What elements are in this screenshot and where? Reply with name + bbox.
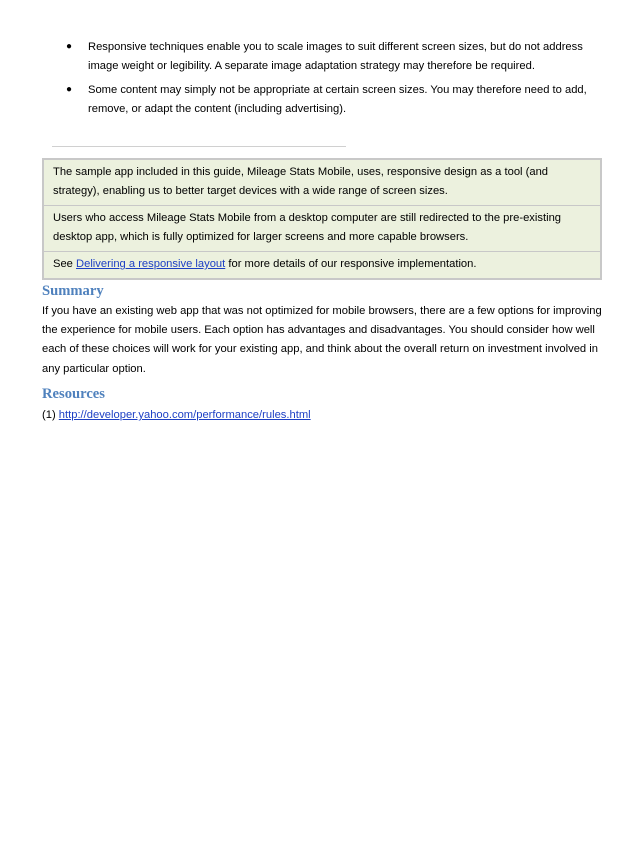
note-row-see-also — [44, 252, 600, 278]
summary-paragraph: If you have an existing web app that was not optimized for mobile browsers, there are a few options for improving the experience for mobile users. Each option has advantages and disadvantages. You should consider how well each of these choices will work for your existing app, and think about the overall return on investment involved in any particular option. — [42, 305, 602, 375]
list-item — [62, 81, 602, 118]
list-item — [62, 38, 602, 75]
bullet-list — [62, 38, 602, 124]
note-see-suffix: for more details of our responsive implementation. — [225, 258, 477, 270]
note-row-sample-app: The sample app included in this guide, Mileage Stats Mobile, uses, responsive design as a tool (and strategy), enabling us to better target devices with a wide range of screen sizes. — [44, 160, 600, 206]
divider — [52, 146, 346, 147]
responsive-layout-link[interactable]: Delivering a responsive layout — [76, 258, 226, 270]
bullet-text: Some content may simply not be appropriate at certain screen sizes. You may therefore need to add, remove, or adapt the content (including advertising). — [88, 84, 587, 115]
bullet-text: Responsive techniques enable you to scale images to suit different screen sizes, but do not address image weight or legibility. A separate image adaptation strategy may therefore be required. — [88, 41, 583, 72]
note-see-prefix: See — [53, 258, 77, 270]
resource-item — [42, 406, 602, 425]
summary-heading: Summary — [42, 283, 104, 299]
bullet-icon: ● — [66, 41, 73, 52]
bullet-icon: ● — [66, 84, 73, 96]
resources-heading: Resources — [42, 386, 105, 402]
resource-number: (1) — [42, 409, 59, 421]
note-box — [42, 158, 602, 280]
yahoo-performance-link[interactable]: http://developer.yahoo.com/performance/rules.html — [58, 409, 311, 421]
note-row-desktop-redirect: Users who access Mileage Stats Mobile from a desktop computer are still redirected to the pre-existing desktop app, which is fully optimized for larger screens and more capable browsers. — [44, 206, 600, 252]
